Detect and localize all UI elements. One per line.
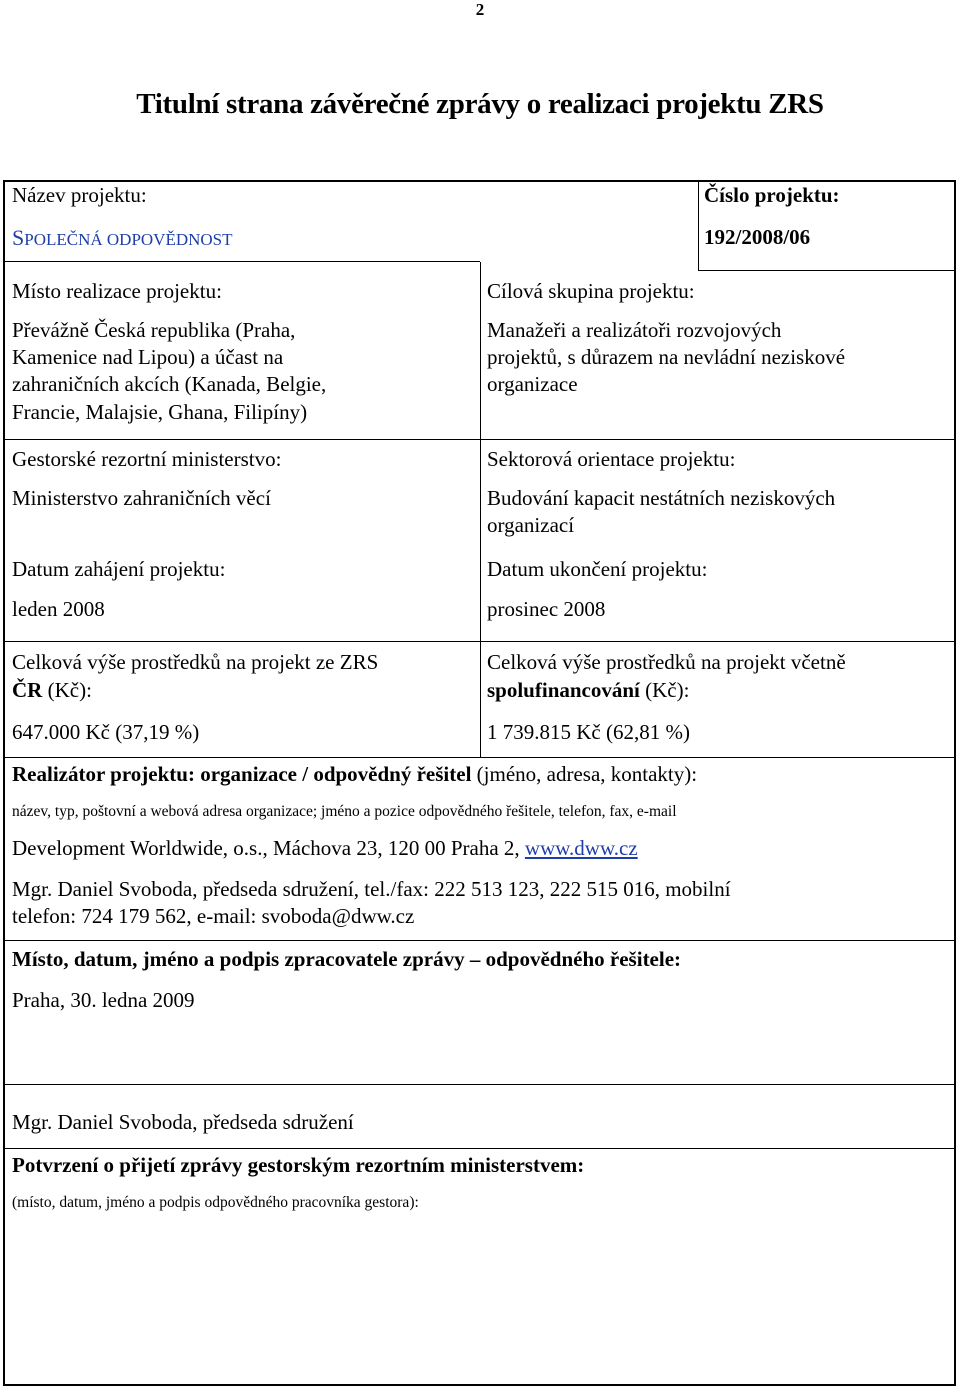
sector-line: Budování kapacit nestátních neziskových bbox=[487, 486, 836, 510]
divider-row-5 bbox=[4, 940, 955, 941]
divider-project-number bbox=[698, 181, 699, 271]
sector-line: organizací bbox=[487, 513, 575, 537]
ministry-value: Ministerstvo zahraničních věcí bbox=[12, 486, 271, 510]
location-line: Francie, Malajsie, Ghana, Filipíny) bbox=[12, 400, 308, 424]
target-group-line: projektů, s důrazem na nevládní neziskové bbox=[487, 345, 846, 369]
implementer-label: Realizátor projektu: organizace / odpovědný řešitel (jméno, adresa, kontakty): bbox=[12, 762, 698, 786]
confirmation-hint: (místo, datum, jméno a podpis odpovědného pracovníka gestora): bbox=[12, 1194, 419, 1211]
location-line: Převážně Česká republika (Praha, bbox=[12, 318, 296, 342]
divider-columns bbox=[480, 262, 481, 757]
implementer-contact-line: Mgr. Daniel Svoboda, předseda sdružení, tel./fax: 222 513 123, 222 515 016, mobilní bbox=[12, 877, 731, 901]
divider-row-1 bbox=[4, 261, 480, 262]
funds-cr-label-line2: ČR (Kč): bbox=[12, 678, 92, 702]
end-date-label: Datum ukončení projektu: bbox=[487, 557, 708, 581]
document-title: Titulní strana závěrečné zprávy o realizaci projektu ZRS bbox=[136, 88, 824, 120]
project-name-label: Název projektu: bbox=[12, 183, 147, 207]
signature-name: Mgr. Daniel Svoboda, předseda sdružení bbox=[12, 1110, 354, 1134]
divider-row-1-right bbox=[698, 270, 955, 271]
funds-cr-value: 647.000 Kč (37,19 %) bbox=[12, 720, 200, 744]
confirmation-label: Potvrzení o přijetí zprávy gestorským rezortním ministerstvem: bbox=[12, 1153, 585, 1177]
project-number-label: Číslo projektu: bbox=[704, 183, 840, 207]
location-line: Kamenice nad Lipou) a účast na bbox=[12, 345, 284, 369]
implementer-hint: název, typ, poštovní a webová adresa organizace; jméno a pozice odpovědného řešitele, telefon, fax, e-mail bbox=[12, 803, 677, 820]
signature-label: Místo, datum, jméno a podpis zpracovatele zprávy – odpovědného řešitele: bbox=[12, 947, 682, 971]
location-line: zahraničních akcích (Kanada, Belgie, bbox=[12, 372, 327, 396]
ministry-label: Gestorské rezortní ministerstvo: bbox=[12, 447, 282, 471]
implementer-organization: Development Worldwide, o.s., Máchova 23, 120 00 Praha 2, www.dww.cz bbox=[12, 836, 638, 860]
funds-total-label-line2: spolufinancování (Kč): bbox=[487, 678, 690, 702]
location-label: Místo realizace projektu: bbox=[12, 279, 222, 303]
page-number: 2 bbox=[475, 0, 485, 19]
end-date-value: prosinec 2008 bbox=[487, 597, 606, 621]
organization-website-link[interactable]: www.dww.cz bbox=[524, 836, 638, 860]
funds-cr-label: Celková výše prostředků na projekt ze ZRS bbox=[12, 650, 379, 674]
funds-total-value: 1 739.815 Kč (62,81 %) bbox=[487, 720, 690, 744]
target-group-line: organizace bbox=[487, 372, 578, 396]
signature-place-date: Praha, 30. ledna 2009 bbox=[12, 988, 195, 1012]
project-number-value: 192/2008/06 bbox=[704, 225, 811, 249]
divider-row-3 bbox=[4, 641, 955, 642]
divider-row-6 bbox=[4, 1084, 955, 1085]
implementer-contact-line: telefon: 724 179 562, e-mail: svoboda@dww.cz bbox=[12, 904, 415, 928]
divider-row-7 bbox=[4, 1148, 955, 1149]
start-date-value: leden 2008 bbox=[12, 597, 105, 621]
funds-total-label: Celková výše prostředků na projekt včetně bbox=[487, 650, 846, 674]
start-date-label: Datum zahájení projektu: bbox=[12, 557, 226, 581]
target-group-line: Manažeři a realizátoři rozvojových bbox=[487, 318, 782, 342]
divider-row-4 bbox=[4, 757, 955, 758]
project-name-value: SPOLEČNÁ ODPOVĚDNOST bbox=[12, 225, 233, 250]
target-group-label: Cílová skupina projektu: bbox=[487, 279, 695, 303]
sector-label: Sektorová orientace projektu: bbox=[487, 447, 736, 471]
divider-row-2 bbox=[4, 439, 955, 440]
